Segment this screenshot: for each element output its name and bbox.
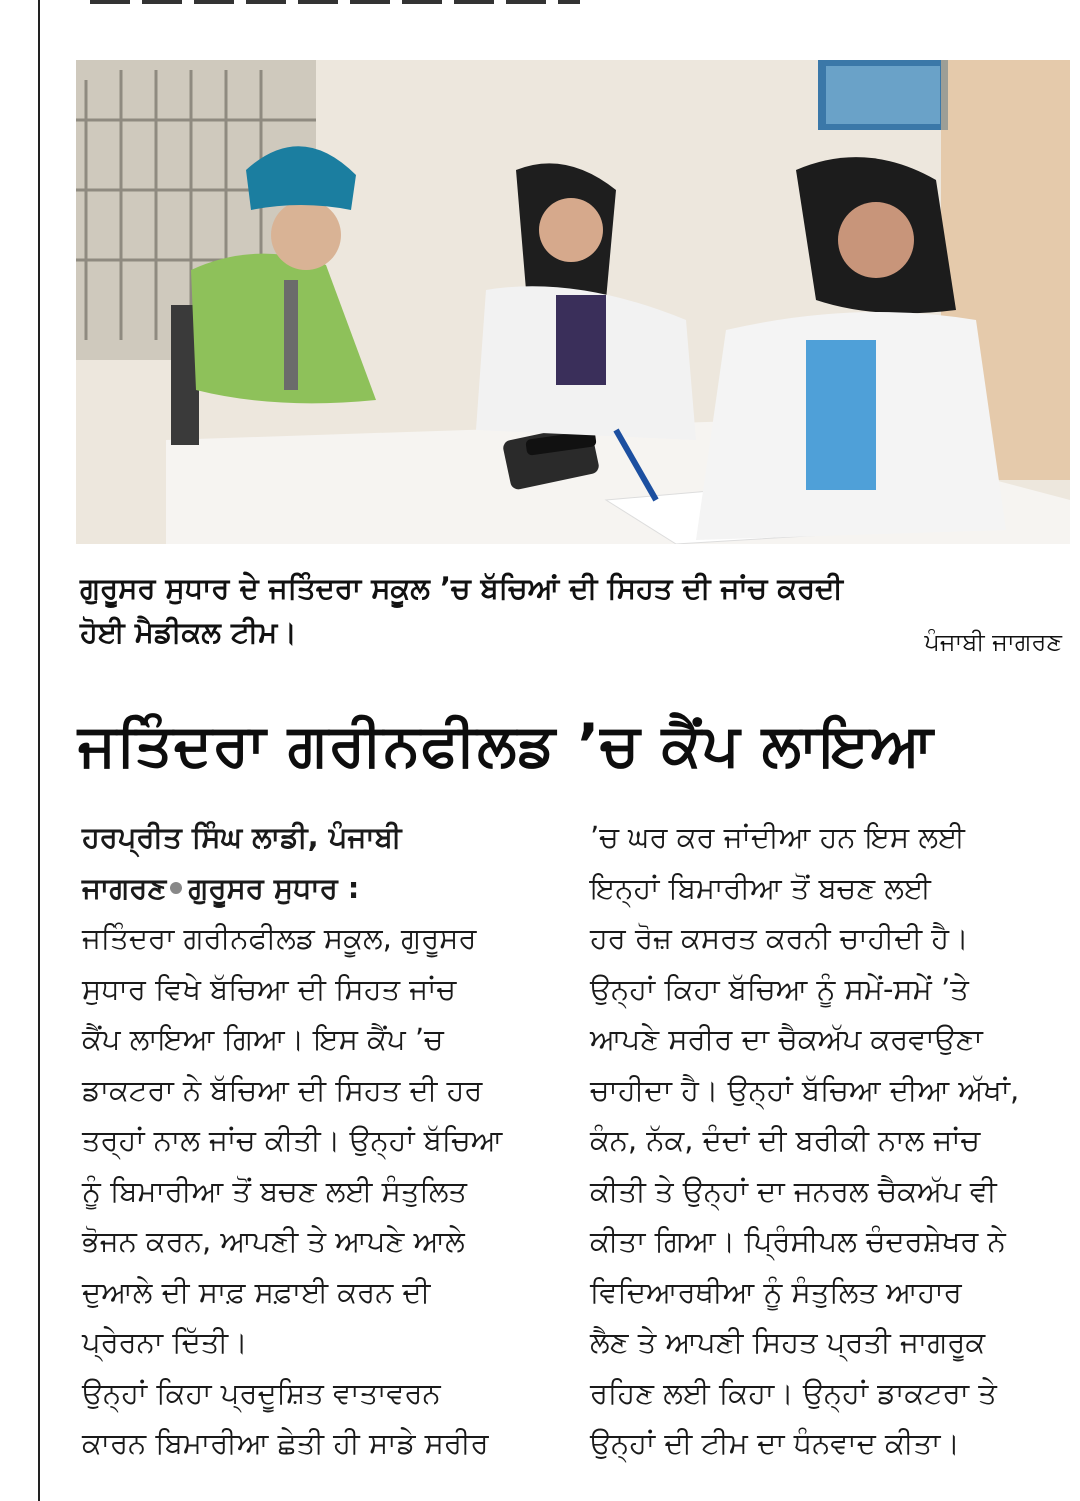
dateline: ਗੁਰੂਸਰ ਸੁਧਾਰ : [188,870,360,905]
body-line: ਰਹਿਣ ਲਈ ਕਿਹਾ। ਉਨ੍ਹਾਂ ਡਾਕਟਰਾ ਤੇ [590,1375,997,1410]
body-line: ਕਾਰਨ ਬਿਮਾਰੀਆ ਛੇਤੀ ਹੀ ਸਾਡੇ ਸਰੀਰ [82,1426,489,1460]
body-line: ਉਨ੍ਹਾਂ ਦੀ ਟੀਮ ਦਾ ਧੰਨਵਾਦ ਕੀਤਾ। [590,1426,960,1460]
body-line: ਚਾਹੀਦਾ ਹੈ। ਉਨ੍ਹਾਂ ਬੱਚਿਆ ਦੀਆ ਅੱਖਾਂ, [590,1072,1020,1107]
body-line: ਕੰਨ, ਨੱਕ, ਦੰਦਾਂ ਦੀ ਬਰੀਕੀ ਨਾਲ ਜਾਂਚ [590,1123,981,1157]
body-line: ਲੈਣ ਤੇ ਆਪਣੀ ਸਿਹਤ ਪ੍ਰਤੀ ਜਾਗਰੂਕ [590,1325,986,1359]
byline: ਹਰਪ੍ਰੀਤ ਸਿੰਘ ਲਾਡੀ, ਪੰਜਾਬੀ [82,820,402,854]
body-line: ਉਨ੍ਹਾਂ ਕਿਹਾ ਬੱਚਿਆ ਨੂੰ ਸਮੇਂ-ਸਮੇਂ ’ਤੇ [590,971,969,1006]
body-line: ਹਰ ਰੋਜ਼ ਕਸਰਤ ਕਰਨੀ ਚਾਹੀਦੀ ਹੈ। [590,921,969,955]
photo-caption [80,566,1070,654]
caption-line: ਹੋਈ ਮੈਡੀਕਲ ਟੀਮ। [80,615,297,649]
cropped-previous-text [90,0,590,6]
article-column-right [590,812,1070,1469]
body-line: ਪ੍ਰੇਰਨਾ ਦਿੱਤੀ। [82,1325,248,1359]
headline: ਜਤਿੰਦਰਾ ਗਰੀਨਫੀਲਡ ’ਚ ਕੈਂਪ ਲਾਇਆ [78,711,935,779]
body-line: ਦੁਆਲੇ ਦੀ ਸਾਫ਼ ਸਫ਼ਾਈ ਕਰਨ ਦੀ [82,1274,431,1309]
article-column-left [82,812,562,1469]
body-line: ਡਾਕਟਰਾ ਨੇ ਬੱਚਿਆ ਦੀ ਸਿਹਤ ਦੀ ਹਰ [82,1072,483,1107]
body-line: ਕੈਂਪ ਲਾਇਆ ਗਿਆ। ਇਸ ਕੈਂਪ ’ਚ [82,1022,444,1056]
caption-line: ਗੁਰੂਸਰ ਸੁਧਾਰ ਦੇ ਜਤਿੰਦਰਾ ਸਕੂਲ ’ਚ ਬੱਚਿਆਂ ਦੀ ਸਿਹਤ ਦੀ ਜਾਂਚ ਕਰਦੀ [80,571,844,605]
body-line: ਇਨ੍ਹਾਂ ਬਿਮਾਰੀਆ ਤੋਂ ਬਚਣ ਲਈ [590,870,931,905]
bullet-icon [170,882,182,894]
body-line: ਵਿਦਿਆਰਥੀਆ ਨੂੰ ਸੰਤੁਲਿਤ ਆਹਾਰ [590,1274,962,1309]
body-line: ਉਨ੍ਹਾਂ ਕਿਹਾ ਪ੍ਰਦੂਸ਼ਿਤ ਵਾਤਾਵਰਨ [82,1375,441,1410]
body-line: ’ਚ ਘਰ ਕਰ ਜਾਂਦੀਆ ਹਨ ਇਸ ਲਈ [590,820,965,854]
photo-credit: ਪੰਜਾਬੀ ਜਾਗਰਣ [924,628,1062,656]
page-column-rule [38,0,40,1501]
news-photo [76,60,1070,544]
body-line: ਕੀਤੀ ਤੇ ਉਨ੍ਹਾਂ ਦਾ ਜਨਰਲ ਚੈਕਅੱਪ ਵੀ [590,1173,997,1208]
body-line: ਕੀਤਾ ਗਿਆ। ਪ੍ਰਿੰਸੀਪਲ ਚੰਦਰਸ਼ੇਖਰ ਨੇ [590,1224,1006,1258]
body-line: ਆਪਣੇ ਸਰੀਰ ਦਾ ਚੈਕਅੱਪ ਕਰਵਾਉਣਾ [590,1022,983,1056]
byline-dateline [82,863,562,914]
body-line: ਭੋਜਨ ਕਰਨ, ਆਪਣੀ ਤੇ ਆਪਣੇ ਆਲੇ [82,1224,465,1258]
body-line: ਜਤਿੰਦਰਾ ਗਰੀਨਫੀਲਡ ਸਕੂਲ, ਗੁਰੂਸਰ [82,921,477,955]
body-line: ਸੁਧਾਰ ਵਿਖੇ ਬੱਚਿਆ ਦੀ ਸਿਹਤ ਜਾਂਚ [82,971,456,1006]
body-line: ਨੂੰ ਬਿਮਾਰੀਆ ਤੋਂ ਬਚਣ ਲਈ ਸੰਤੁਲਿਤ [82,1173,467,1208]
body-line: ਤਰ੍ਹਾਂ ਨਾਲ ਜਾਂਚ ਕੀਤੀ। ਉਨ੍ਹਾਂ ਬੱਚਿਆ [82,1123,503,1157]
byline-source: ਜਾਗਰਣ [82,870,167,905]
